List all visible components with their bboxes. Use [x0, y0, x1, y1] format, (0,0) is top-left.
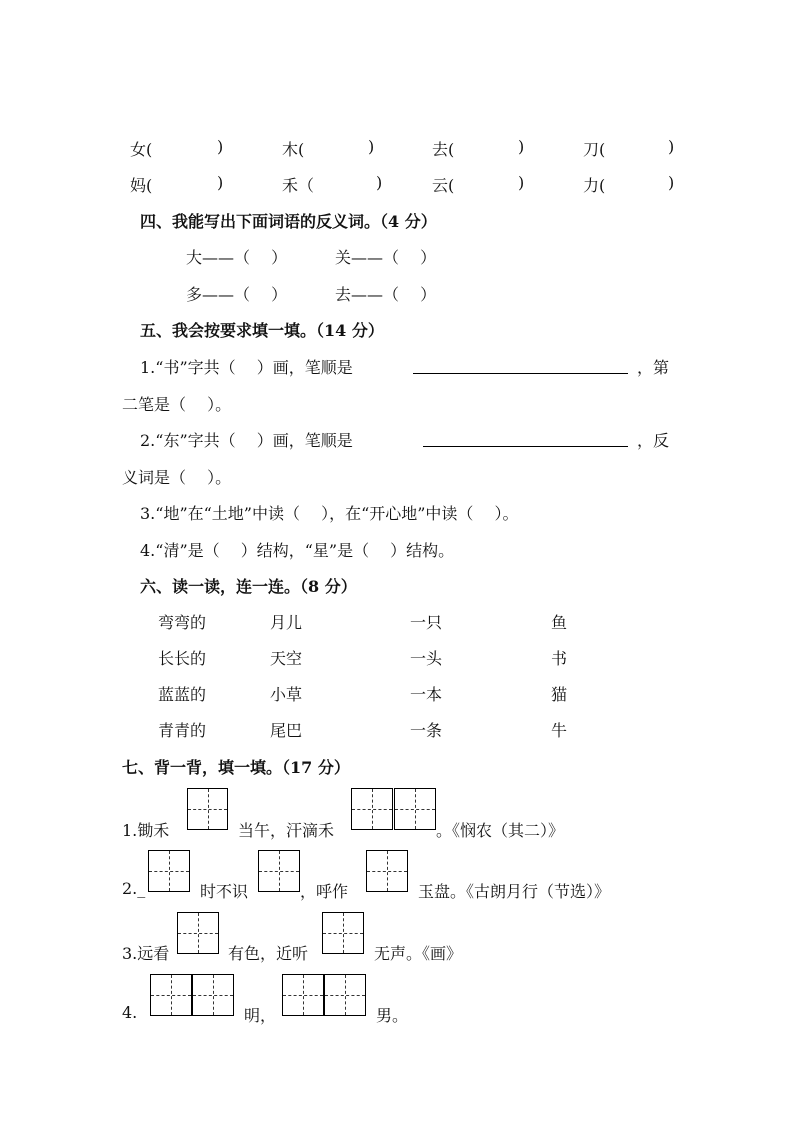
- match-word: 月儿: [270, 613, 303, 632]
- match-word: 弯弯的: [158, 613, 207, 632]
- match-word: 蓝蓝的: [158, 685, 207, 704]
- antonym-item: 多——（ ）: [186, 285, 288, 304]
- question-text: 4.“清”是（ ）结构，“星”是（ ）结构。: [140, 541, 455, 560]
- radical-char: 力(: [583, 176, 606, 195]
- poem-text: 玉盘。《古朗月行（节选）》: [418, 882, 611, 901]
- answer-line[interactable]: [423, 428, 628, 447]
- paren-close: ): [518, 137, 525, 156]
- radical-char: 女(: [130, 140, 153, 159]
- poem-text: 男。: [376, 1006, 409, 1025]
- question-text: 1.“书”字共（ ）画，笔顺是: [140, 358, 353, 377]
- antonym-item: 关——（ ）: [335, 248, 437, 267]
- match-word: 一本: [410, 685, 443, 704]
- paren-close: ): [518, 173, 525, 192]
- match-word: 青青的: [158, 721, 207, 740]
- tianzi-box[interactable]: [351, 788, 393, 830]
- poem-text: 有色，近听: [228, 944, 309, 963]
- question-text: 义词是（ ）。: [122, 468, 232, 487]
- paren-close: ): [668, 137, 675, 156]
- answer-line[interactable]: [413, 355, 628, 374]
- poem-text: 4.: [122, 1003, 138, 1022]
- poem-text: 明，: [244, 1006, 277, 1025]
- radical-char: 木(: [282, 140, 305, 159]
- poem-text: 1.锄禾: [122, 821, 170, 840]
- match-word: 牛: [551, 721, 568, 740]
- radical-char: 去(: [432, 140, 455, 159]
- paren-close: ): [368, 137, 375, 156]
- paren-close: ): [376, 173, 383, 192]
- tianzi-box[interactable]: [192, 974, 234, 1016]
- radical-char: 妈(: [130, 176, 153, 195]
- poem-text: 3.远看: [122, 944, 170, 963]
- poem-text: ，呼作: [300, 882, 349, 901]
- question-text: ，反: [637, 431, 670, 450]
- match-word: 一条: [410, 721, 443, 740]
- tianzi-box[interactable]: [187, 788, 228, 830]
- paren-close: ): [217, 137, 224, 156]
- question-text: ，第: [637, 358, 670, 377]
- tianzi-box[interactable]: [366, 850, 408, 892]
- match-word: 猫: [551, 685, 568, 704]
- poem-text: 。《悯农（其二）》: [436, 821, 565, 840]
- section-title: 七、背一背，填一填。（17 分）: [122, 758, 350, 777]
- radical-char: 云(: [432, 176, 455, 195]
- section-title: 六、读一读，连一连。（8 分）: [140, 577, 357, 596]
- match-word: 一头: [410, 649, 443, 668]
- poem-text: 当午，汗滴禾: [238, 821, 335, 840]
- question-text: 二笔是（ ）。: [122, 395, 232, 414]
- match-word: 小草: [270, 685, 303, 704]
- tianzi-box[interactable]: [282, 974, 324, 1016]
- antonym-item: 去——（ ）: [335, 285, 437, 304]
- tianzi-box[interactable]: [148, 850, 190, 892]
- poem-text: 时不识: [200, 882, 249, 901]
- match-word: 书: [551, 649, 568, 668]
- radical-char: 刀(: [583, 140, 606, 159]
- tianzi-box[interactable]: [322, 912, 364, 954]
- match-word: 天空: [270, 649, 303, 668]
- question-text: 3.“地”在“土地”中读（ ），在“开心地”中读（ ）。: [140, 504, 519, 523]
- poem-text: 2._: [122, 879, 146, 898]
- match-word: 长长的: [158, 649, 207, 668]
- tianzi-box[interactable]: [258, 850, 300, 892]
- match-word: 尾巴: [270, 721, 303, 740]
- section-title: 四、我能写出下面词语的反义词。（4 分）: [140, 212, 437, 231]
- tianzi-box[interactable]: [150, 974, 192, 1016]
- paren-close: ): [217, 173, 224, 192]
- match-word: 鱼: [551, 613, 568, 632]
- tianzi-box[interactable]: [394, 788, 436, 830]
- paren-close: ): [668, 173, 675, 192]
- question-text: 2.“东”字共（ ）画，笔顺是: [140, 431, 353, 450]
- antonym-item: 大——（ ）: [186, 248, 288, 267]
- tianzi-box[interactable]: [177, 912, 219, 954]
- section-title: 五、我会按要求填一填。（14 分）: [140, 321, 384, 340]
- tianzi-box[interactable]: [324, 974, 366, 1016]
- match-word: 一只: [410, 613, 443, 632]
- poem-text: 无声。《画》: [374, 944, 463, 963]
- radical-char: 禾（: [282, 176, 315, 195]
